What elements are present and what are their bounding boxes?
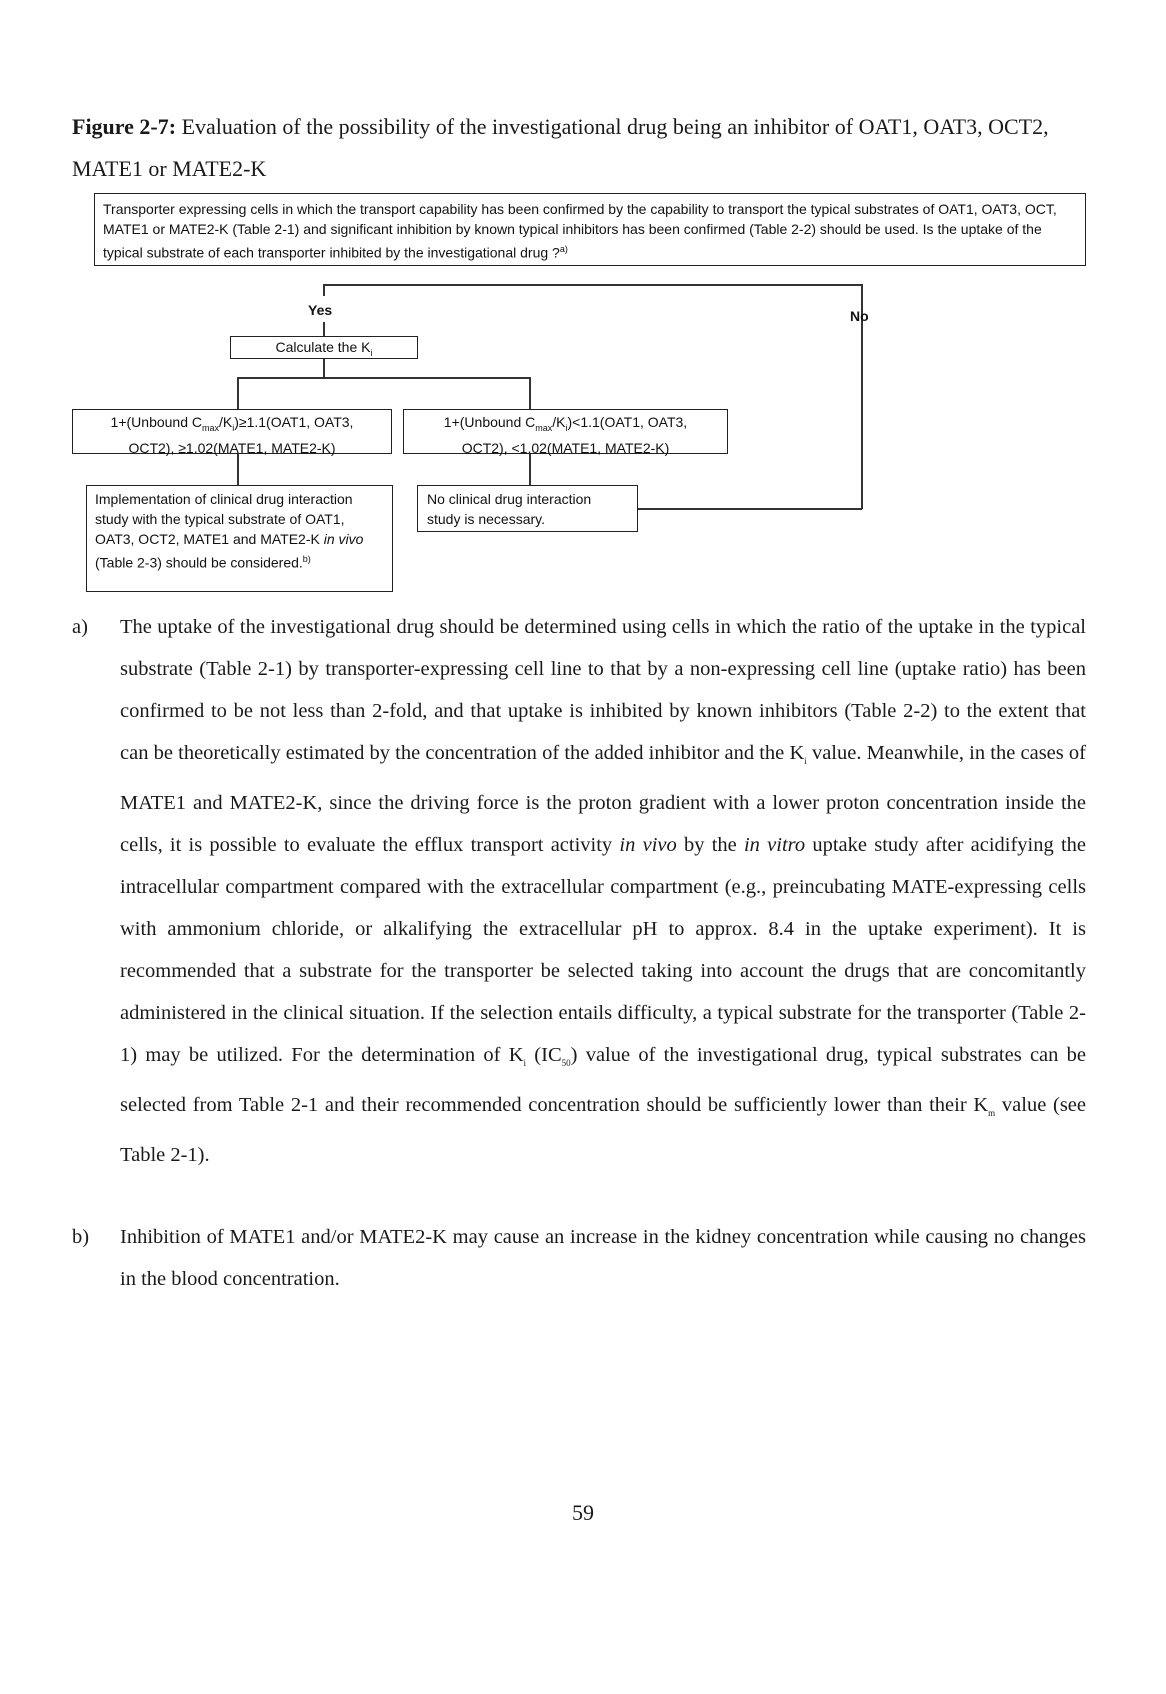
condition-sub: i (565, 422, 568, 433)
condition-text: )≥1.1(OAT1, OAT3, (234, 414, 354, 430)
note-sub: 50 (561, 1058, 571, 1069)
note-marker: a) (72, 616, 88, 638)
note-italic: in vivo (619, 834, 677, 857)
flowchart-question-box (94, 193, 1086, 266)
connector (323, 284, 862, 286)
calculate-ki-box (230, 336, 418, 359)
condition-sub: i (232, 422, 235, 433)
condition-text: OCT2), ≥1.02(MATE1, MATE2-K) (128, 439, 336, 456)
connector (323, 359, 325, 378)
clinical-study-italic: in vivo (323, 531, 364, 547)
note-sub: m (988, 1108, 996, 1119)
clinical-study-text: Implementation of clinical drug interaction study with the typical substrate of OAT1, OAT3, OCT2, MATE1 and MATE2-K (95, 491, 353, 547)
connector (237, 377, 530, 379)
note-text: (IC (526, 1044, 562, 1067)
calculate-ki-sub: i (370, 347, 373, 358)
connector (323, 284, 325, 296)
note-italic: in vitro (743, 834, 806, 857)
no-study-text: No clinical drug interaction study is necessary. (427, 491, 592, 527)
connector (638, 508, 862, 510)
note-marker: b) (72, 1226, 90, 1249)
page-number: 59 (572, 1500, 594, 1525)
calculate-ki-text: Calculate the K (275, 339, 371, 355)
note-sub: i (523, 1058, 527, 1069)
condition-inhibitor-box (72, 409, 392, 454)
question-note-ref: a) (559, 244, 568, 254)
figure-label: Figure 2-7: (72, 114, 177, 139)
note-text: uptake study after acidifying the intracellular compartment compared with the extracellular compartment (e.g., preincubating MATE-expressing cells with ammonium chloride, or alkalifying the extracellular pH to approx. 8.4 in the uptake experiment). It is recommended that a substrate for the transporter be selected taking into account the drugs that are concomitantly administered in the clinical situation. If the selection entails difficulty, a typical substrate for the transporter (Table 2-1) may be utilized. For the determination of K (120, 834, 1087, 1067)
clinical-study-box (86, 485, 393, 592)
no-study-box (417, 485, 638, 532)
clinical-study-text: (Table 2-3) should be considered. (95, 554, 303, 571)
note-text: The uptake of the investigational drug should be determined using cells in which the ratio of the uptake in the typical substrate (Table 2-1) by transporter-expressing cell line to that by a non-expressing cell line (uptake ratio) has been confirmed to be not less than 2-fold, and that uptake is inhibited by known inhibitors (Table 2-2) to the extent that can be theoretically estimated by the concentration of the added inhibitor and the K (120, 616, 1086, 764)
condition-text: /K (552, 414, 566, 430)
figure-title: Evaluation of the possibility of the investigational drug being an inhibitor of OAT1, OAT3, OCT2, MATE1 or MATE2-K (72, 114, 1049, 181)
note-a (72, 606, 1086, 1176)
note-text: Inhibition of MATE1 and/or MATE2-K may cause an increase in the kidney concentration while causing no changes in the blood concentration. (120, 1226, 1086, 1291)
condition-sub: max (535, 422, 553, 433)
clinical-study-note-ref: b) (302, 554, 311, 564)
note-text: value (see Table 2-1). (120, 1094, 1086, 1167)
connector (323, 322, 325, 336)
condition-text: 1+(Unbound C (110, 414, 202, 430)
yes-label: Yes (308, 302, 333, 318)
condition-text: )<1.1(OAT1, OAT3, (567, 414, 688, 430)
condition-text: /K (219, 414, 233, 430)
connector (529, 377, 531, 409)
note-text: by the (676, 834, 744, 857)
no-label: No (850, 308, 869, 324)
note-b (72, 1216, 1086, 1300)
footnotes (72, 606, 1086, 1300)
connector (529, 454, 531, 485)
flowchart (0, 0, 1166, 600)
connector (237, 377, 239, 409)
condition-text: OCT2), <1.02(MATE1, MATE2-K) (461, 439, 670, 456)
condition-text: 1+(Unbound C (443, 414, 536, 430)
question-text: Transporter expressing cells in which the transport capability has been confirmed by the capability to transport the typical substrates of OAT1, OAT3, OCT, MATE1 or MATE2-K (Table 2-1) and significant inhibition by known typical inhibitors has been confirmed (Table 2-2) should be used. Is the uptake of the typical substrate of each transporter inhibited by the investigational drug ? (103, 201, 1057, 261)
condition-non-inhibitor-box (403, 409, 728, 454)
note-text: value. Meanwhile, in the cases of MATE1 and MATE2-K, since the driving force is the proton gradient with a lower proton concentration inside the cells, it is possible to evaluate the efflux transport activity (120, 742, 1086, 857)
note-sub: i (804, 756, 807, 767)
condition-sub: max (202, 422, 220, 433)
connector (237, 454, 239, 485)
note-text: ) value of the investigational drug, typical substrates can be selected from Table 2-1 and their recommended concentration should be sufficiently lower than their K (120, 1044, 1086, 1117)
